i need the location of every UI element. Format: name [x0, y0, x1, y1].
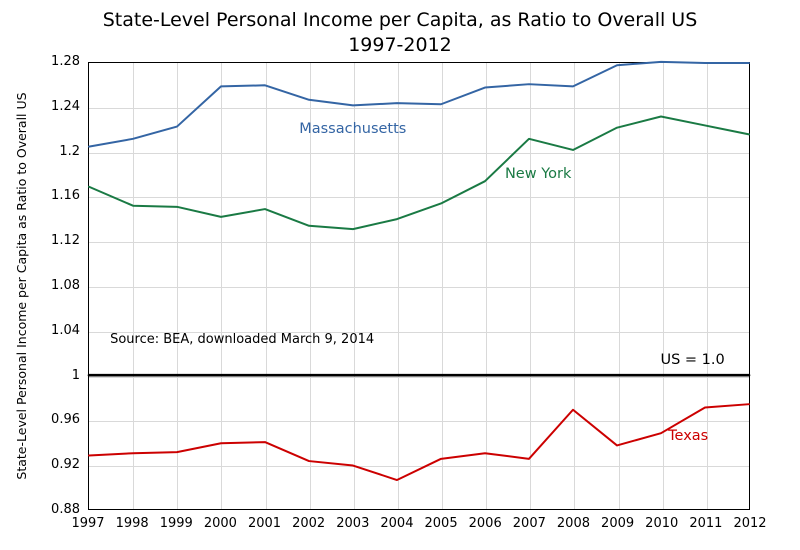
y-tick-label: 1.28	[51, 54, 80, 69]
x-tick-label: 2012	[733, 516, 767, 531]
x-tick-label: 2004	[380, 516, 414, 531]
plot-area	[88, 62, 750, 510]
series-lines	[89, 63, 749, 509]
y-tick-label: 0.96	[51, 412, 80, 428]
series-label-new-york: New York	[504, 166, 572, 183]
y-tick-label: 1.04	[51, 322, 80, 338]
series-label-massachusetts: Massachusetts	[299, 121, 407, 138]
chart-title-line1: State-Level Personal Income per Capita, as Ratio to Overall US	[102, 9, 698, 31]
series-line	[89, 404, 749, 480]
series-label-us-baseline: US = 1.0	[660, 352, 725, 369]
source-note: Source: BEA, downloaded March 9, 2014	[110, 332, 375, 347]
x-tick-label: 2008	[556, 516, 590, 531]
series-label-texas: Texas	[668, 428, 709, 445]
y-tick-label: 1.16	[51, 188, 80, 204]
y-tick-label: 0.92	[51, 457, 80, 473]
y-tick-label: 1.12	[51, 233, 80, 249]
y-tick-label: 0.88	[51, 502, 80, 517]
y-tick-label: 1.08	[51, 278, 80, 293]
x-tick-label: 2000	[203, 516, 237, 531]
x-tick-label: 2003	[336, 516, 370, 531]
x-tick-label: 2010	[645, 516, 679, 531]
y-tick-label: 1.2	[59, 143, 80, 159]
chart-title-line2: 1997-2012	[348, 34, 452, 56]
x-tick-label: 2006	[468, 516, 502, 531]
x-tick-label: 2005	[424, 516, 458, 531]
x-tick-label: 2001	[247, 516, 282, 531]
x-tick-label: 2002	[292, 516, 326, 531]
x-tick-label: 1999	[159, 516, 193, 531]
x-tick-label: 2009	[601, 516, 635, 531]
series-line	[89, 62, 749, 147]
y-axis-label: State-Level Personal Income per Capita as Ratio to Overall US	[14, 92, 29, 480]
x-tick-label: 1998	[115, 516, 149, 531]
y-tick-label: 1	[71, 367, 80, 383]
x-tick-label: 2007	[512, 516, 546, 531]
series-line	[89, 117, 749, 230]
chart-title	[0, 8, 800, 58]
y-tick-label: 1.24	[51, 98, 80, 114]
x-tick-label: 2011	[689, 516, 723, 531]
x-tick-label: 1997	[71, 516, 105, 531]
